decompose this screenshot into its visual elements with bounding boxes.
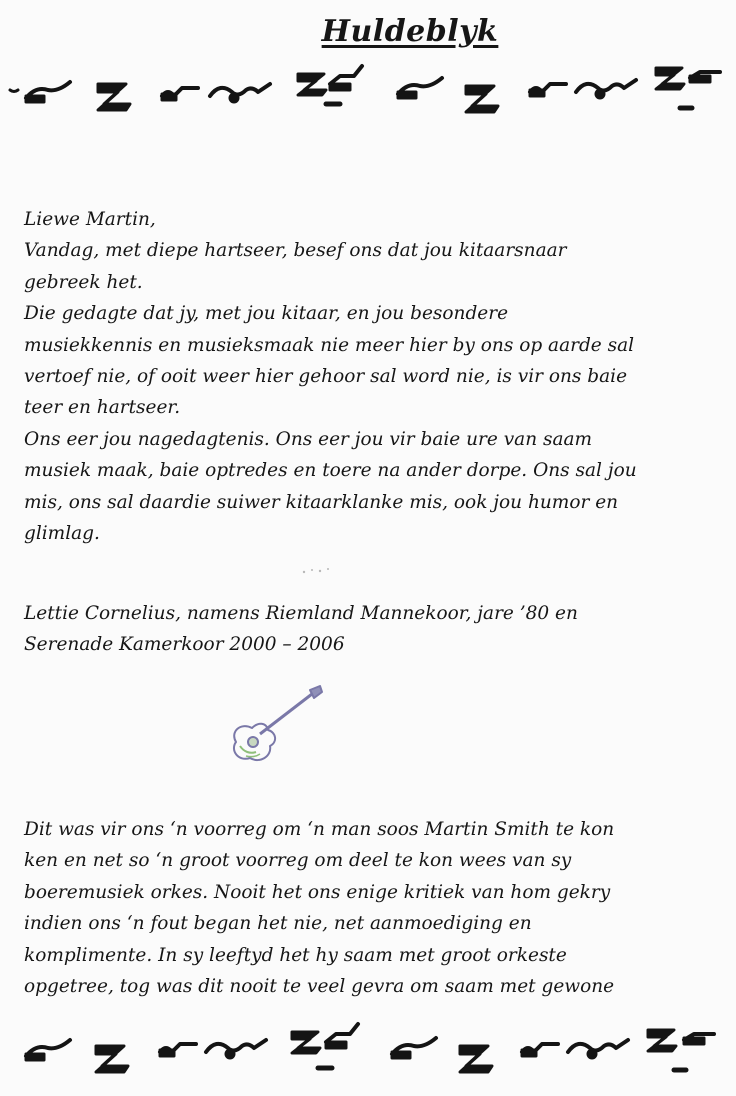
text-line: glimlag. [24, 523, 100, 545]
page-title: Huldeblyk [321, 14, 499, 49]
text-line: Ons eer jou nagedagtenis. Ons eer jou vir baie ure van saam [24, 428, 593, 450]
letter-paragraph [24, 204, 724, 549]
music-note-border-bottom [0, 1020, 736, 1090]
text-line: teer en hartseer. [24, 397, 181, 419]
text-line: Vandag, met diepe hartseer, besef ons dat jou kitaarsnaar [24, 240, 567, 262]
text-line: Liewe Martin, [24, 209, 156, 230]
text-line: mis, ons sal daardie suiwer kitaarklanke mis, ook jou humor en [24, 491, 619, 513]
text-line: vertoef nie, of ooit weer hier gehoor sal word nie, is vir ons baie [24, 366, 628, 388]
music-note-pattern [26, 1024, 714, 1072]
text-line: Lettie Cornelius, namens Riemland Mannekoor, jare ’80 en [24, 603, 578, 624]
text-line: indien ons ‘n fout began het nie, net aanmoediging en [24, 913, 532, 935]
signature-block [24, 598, 724, 661]
text-line: ken en net so ‘n groot voorreg om deel te kon wees van sy [24, 850, 572, 872]
text-line: komplimente. In sy leeftyd het hy saam met groot orkeste [24, 944, 567, 966]
text-line: gebreek het. [24, 271, 143, 293]
text-line: musiekkennis en musieksmaak nie meer hier by ons op aarde sal [24, 334, 635, 356]
text-line: Die gedagte dat jy, met jou kitaar, en jou besondere [24, 303, 509, 325]
text-line: musiek maak, baie optredes en toere na ander dorpe. Ons sal jou [24, 460, 637, 482]
text-line: boeremusiek orkes. Nooit het ons enige kritiek van hom gekry [24, 881, 611, 903]
tribute-paragraph [24, 814, 724, 1002]
dust-speck [298, 566, 338, 576]
text-line: Serenade Kamerkoor 2000 – 2006 [24, 634, 345, 656]
text-line: Dit was vir ons ‘n voorreg om ‘n man soos Martin Smith te kon [24, 819, 615, 840]
music-note-border-top [0, 62, 736, 132]
guitar-icon [226, 684, 330, 770]
text-line: opgetree, tog was dit nooit te veel gevra om saam met gewone [24, 976, 615, 998]
music-note-pattern [10, 66, 720, 112]
